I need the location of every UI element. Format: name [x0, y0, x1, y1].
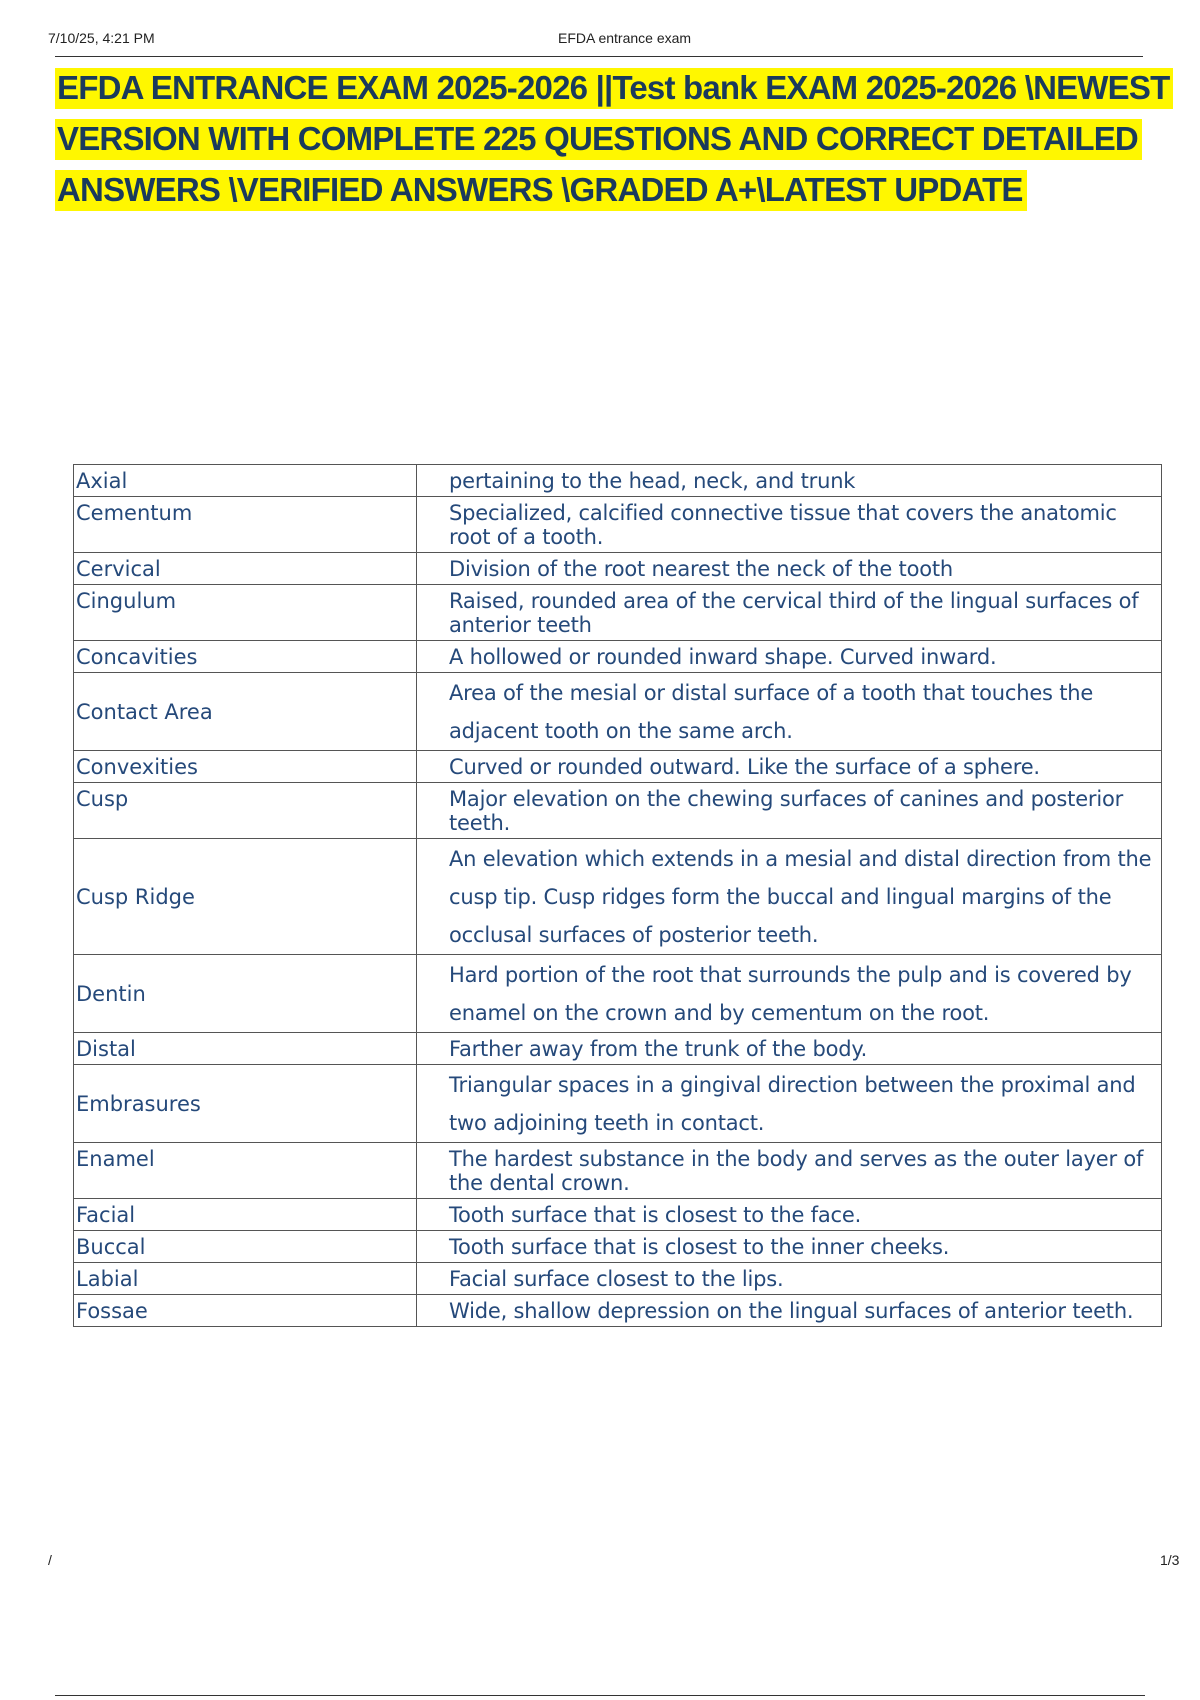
term-cell: Labial	[74, 1263, 417, 1295]
print-footer-left: /	[48, 1552, 52, 1568]
term-cell: Cervical	[74, 553, 417, 585]
definition-cell: A hollowed or rounded inward shape. Curved inward.	[417, 641, 1162, 673]
definition-cell: The hardest substance in the body and serves as the outer layer of the dental crown.	[417, 1143, 1162, 1199]
definition-cell: pertaining to the head, neck, and trunk	[417, 465, 1162, 497]
definition-cell: Hard portion of the root that surrounds the pulp and is covered by enamel on the crown and by cementum on the root.	[417, 955, 1162, 1033]
definition-cell: Wide, shallow depression on the lingual surfaces of anterior teeth.	[417, 1295, 1162, 1327]
table-row	[74, 1033, 1162, 1065]
definition-cell: Curved or rounded outward. Like the surface of a sphere.	[417, 751, 1162, 783]
term-cell: Distal	[74, 1033, 417, 1065]
definition-cell: Area of the mesial or distal surface of a tooth that touches the adjacent tooth on the same arch.	[417, 673, 1162, 751]
table-row	[74, 673, 1162, 751]
page-number: 1/3	[1160, 1552, 1180, 1568]
definition-cell: An elevation which extends in a mesial and distal direction from the cusp tip. Cusp ridges form the buccal and lingual margins of the occlusal surfaces of posterior teeth.	[417, 839, 1162, 955]
table-row	[74, 1143, 1162, 1199]
term-cell: Dentin	[74, 955, 417, 1033]
table-row	[74, 1231, 1162, 1263]
term-cell: Axial	[74, 465, 417, 497]
table-row	[74, 585, 1162, 641]
header-divider	[55, 56, 1143, 57]
table-row	[74, 1263, 1162, 1295]
definition-cell: Farther away from the trunk of the body.	[417, 1033, 1162, 1065]
table-row	[74, 1065, 1162, 1143]
term-cell: Cusp Ridge	[74, 839, 417, 955]
table-row	[74, 553, 1162, 585]
definition-cell: Tooth surface that is closest to the inner cheeks.	[417, 1231, 1162, 1263]
term-cell: Cementum	[74, 497, 417, 553]
term-cell: Buccal	[74, 1231, 417, 1263]
bottom-divider	[55, 1695, 1145, 1696]
table-row	[74, 641, 1162, 673]
definition-cell: Raised, rounded area of the cervical third of the lingual surfaces of anterior teeth	[417, 585, 1162, 641]
term-cell: Cusp	[74, 783, 417, 839]
table-row	[74, 783, 1162, 839]
definition-cell: Specialized, calcified connective tissue that covers the anatomic root of a tooth.	[417, 497, 1162, 553]
term-cell: Concavities	[74, 641, 417, 673]
print-page-title: EFDA entrance exam	[558, 30, 692, 46]
term-cell: Convexities	[74, 751, 417, 783]
term-cell: Enamel	[74, 1143, 417, 1199]
table-row	[74, 1199, 1162, 1231]
table-row	[74, 955, 1162, 1033]
print-header	[48, 30, 1141, 52]
print-datetime: 7/10/25, 4:21 PM	[48, 30, 155, 46]
definition-cell: Division of the root nearest the neck of the tooth	[417, 553, 1162, 585]
definition-cell: Tooth surface that is closest to the face.	[417, 1199, 1162, 1231]
table-row	[74, 1295, 1162, 1327]
definition-cell: Facial surface closest to the lips.	[417, 1263, 1162, 1295]
table-row	[74, 465, 1162, 497]
definition-cell: Major elevation on the chewing surfaces of canines and posterior teeth.	[417, 783, 1162, 839]
glossary-table	[73, 464, 1162, 1327]
term-cell: Facial	[74, 1199, 417, 1231]
term-cell: Cingulum	[74, 585, 417, 641]
definition-cell: Triangular spaces in a gingival direction between the proximal and two adjoining teeth in contact.	[417, 1065, 1162, 1143]
table-row	[74, 751, 1162, 783]
term-cell: Embrasures	[74, 1065, 417, 1143]
document-title	[55, 62, 1195, 215]
table-row	[74, 839, 1162, 955]
term-cell: Contact Area	[74, 673, 417, 751]
table-row	[74, 497, 1162, 553]
term-cell: Fossae	[74, 1295, 417, 1327]
document-title-highlight: EFDA ENTRANCE EXAM 2025-2026 ||Test bank EXAM 2025-2026 \NEWEST VERSION WITH COMPLETE 225 QUESTIONS AND CORRECT DETAILED ANSWERS \VERIFIED ANSWERS \GRADED A+\LATEST UPDATE	[55, 68, 1173, 211]
